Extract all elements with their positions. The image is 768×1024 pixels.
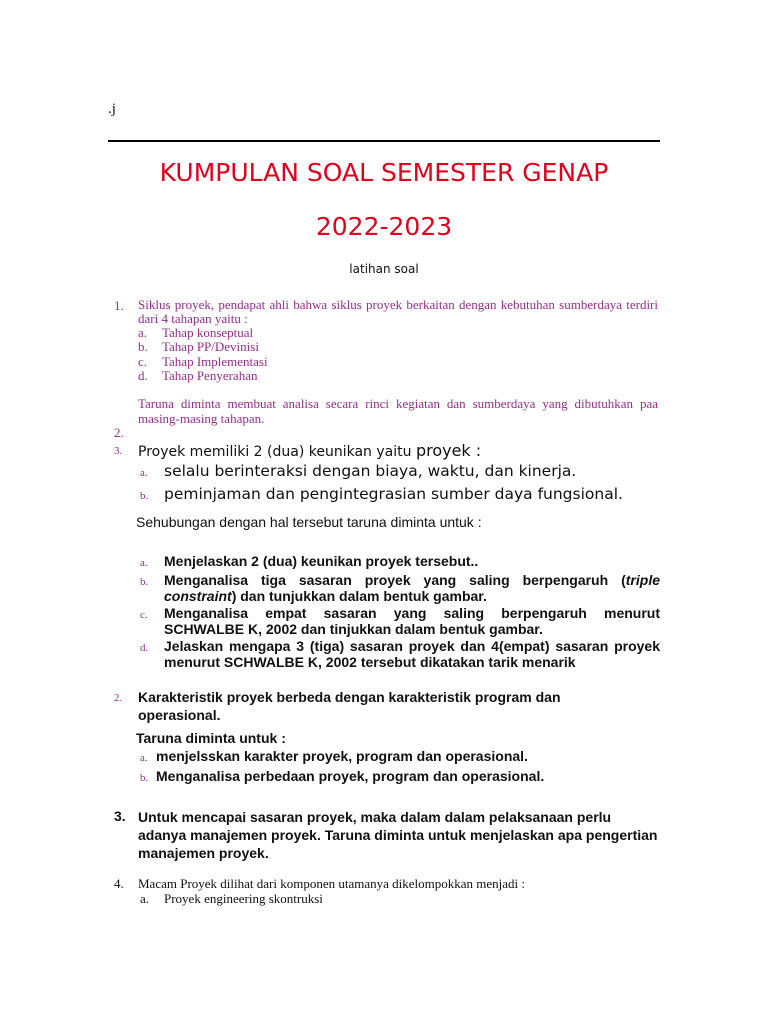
q2b-number: 2. xyxy=(114,692,123,704)
list-marker: b. xyxy=(138,339,148,355)
q2-empty-number: 2. xyxy=(114,425,124,440)
q3-list xyxy=(140,462,623,508)
q4-text: Macam Proyek dilihat dari komponen utamanya dikelompokkan menjadi : xyxy=(138,876,526,891)
q2b-text: Karakteristik proyek berbeda dengan karakteristik program dan operasional. xyxy=(138,689,561,723)
list-marker: a. xyxy=(140,557,148,569)
q1-instruction: Taruna diminta membuat analisa secara rinci kegiatan dan sumberdaya yang dibutuhkan paa masing-masing tahapan. xyxy=(138,396,658,426)
q1-list xyxy=(138,326,268,383)
subtitle: latihan soal xyxy=(349,262,419,276)
list-marker: a. xyxy=(140,467,148,479)
list-marker: a. xyxy=(138,325,148,340)
list-item xyxy=(140,767,544,787)
list-item xyxy=(138,369,268,383)
list-item xyxy=(140,605,660,638)
q3-intro: Sehubungan dengan hal tersebut taruna diminta untuk : xyxy=(136,514,482,530)
list-item-text xyxy=(164,572,660,605)
list-marker: b. xyxy=(140,490,149,502)
q4-list xyxy=(140,891,323,907)
q2b-list xyxy=(140,747,544,787)
q2b-intro: Taruna diminta untuk : xyxy=(136,730,286,746)
list-item xyxy=(140,462,623,485)
list-item xyxy=(138,326,268,340)
list-marker: d. xyxy=(138,367,148,383)
list-item-text: Tahap Penyerahan xyxy=(162,367,258,383)
list-item-text: Menganalisa empat sasaran yang saling berpengaruh menurut SCHWALBE K, 2002 dan tinjukkan dalam bentuk gambar. xyxy=(164,604,660,637)
list-marker: a. xyxy=(140,752,148,764)
q3-tasks xyxy=(140,553,660,671)
list-item-text: peminjaman dan pengintegrasian sumber daya fungsional. xyxy=(164,485,623,503)
q3-text-b: proyek : xyxy=(415,441,482,460)
list-marker: c. xyxy=(138,353,148,369)
list-marker: b. xyxy=(140,772,149,784)
list-item-text: Menganalisa perbedaan proyek, program dan operasional. xyxy=(156,768,545,784)
list-marker: b. xyxy=(140,575,149,588)
list-item xyxy=(140,485,623,508)
list-item xyxy=(140,747,544,767)
task-text-part: Menganalisa tiga sasaran proyek yang saling berpengaruh ( xyxy=(164,571,626,588)
q3-number: 3. xyxy=(114,445,123,457)
q3b-text: Untuk mencapai sasaran proyek, maka dalam dalam pelaksanaan perlu adanya manajemen proyek. Taruna diminta untuk menjelaskan apa pengertian manajemen proyek. xyxy=(138,809,658,861)
list-item-text: menjelsskan karakter proyek, program dan operasional. xyxy=(156,748,528,764)
header-mark: .j xyxy=(108,101,116,117)
q3b-number: 3. xyxy=(114,808,126,824)
list-marker: d. xyxy=(140,641,149,654)
q1-number: 1. xyxy=(114,298,124,313)
list-item-text: Tahap konseptual xyxy=(162,325,254,340)
q3-text xyxy=(138,441,481,460)
list-item-text: Jelaskan mengapa 3 (tiga) sasaran proyek dan 4(empat) sasaran proyek menurut SCHWALBE K, 2002 tersebut dikatakan tarik menarik xyxy=(164,637,660,670)
list-item xyxy=(140,553,660,572)
list-marker: c. xyxy=(140,608,148,621)
list-item xyxy=(138,340,268,354)
page-title: KUMPULAN SOAL SEMESTER GENAP xyxy=(159,158,609,187)
list-item xyxy=(140,572,660,605)
q3-text-a: Proyek memiliki 2 (dua) keunikan yaitu xyxy=(138,444,416,460)
list-item xyxy=(138,355,268,369)
task-text-part: ) dan tunjukkan dalam bentuk gambar. xyxy=(231,588,487,604)
list-item-text: Tahap Implementasi xyxy=(162,353,268,369)
list-item-text: Menjelaskan 2 (dua) keunikan proyek tersebut.. xyxy=(164,553,479,569)
list-item-text: Tahap PP/Devinisi xyxy=(162,339,259,355)
q1-text: Siklus proyek, pendapat ahli bahwa siklus proyek berkaitan dengan kebutuhan sumberdaya terdiri dari 4 tahapan yaitu : xyxy=(138,297,658,326)
list-item xyxy=(140,638,660,671)
list-item-text: Proyek engineering skontruksi xyxy=(164,891,323,906)
q4-number: 4. xyxy=(114,876,124,891)
header-rule xyxy=(108,140,660,142)
page-title-year: 2022-2023 xyxy=(315,212,453,241)
list-item xyxy=(140,891,323,907)
list-item-text: selalu berinteraksi dengan biaya, waktu, dan kinerja. xyxy=(164,462,577,480)
list-marker: a. xyxy=(140,891,150,906)
task-text-italic: triple constraint xyxy=(164,571,660,604)
